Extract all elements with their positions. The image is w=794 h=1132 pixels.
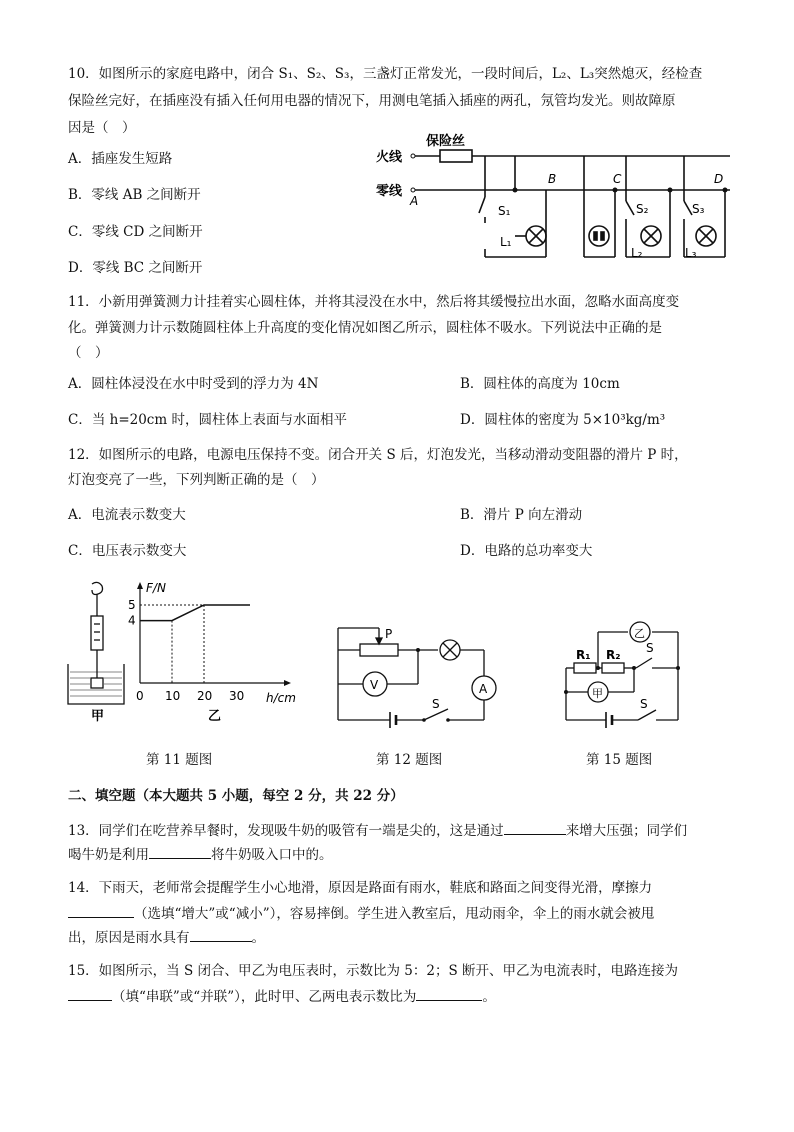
q13-text-2b: 将牛奶吸入口中的。 [211,847,333,863]
hand-icon [92,582,103,594]
q13-line2 [68,844,333,865]
q10-home-circuit-figure [370,125,740,270]
slider-p-label: P [385,627,393,641]
x-axis-label: h/cm [266,691,296,705]
switch-s1-label: S₁ [498,204,511,218]
resistor-r2 [602,663,624,673]
q11-option-a: A．圆柱体浸没在水中时受到的浮力为 4N [68,376,319,392]
q10-option-c: C．零线 CD 之间断开 [68,224,203,240]
cylinder-block [91,678,103,688]
lamp-l1-label: L₁ [500,235,512,249]
fuse-symbol [440,150,472,162]
y-tick-label-4: 4 [128,613,136,628]
x-tick-label-30: 30 [229,689,245,703]
q13-text-2a: 喝牛奶是利用 [68,847,149,863]
point-d-label: D [714,172,724,186]
spring-scale [91,616,103,650]
r1-label: R₁ [576,648,591,662]
q13-blank-1[interactable] [504,820,566,835]
fig15-circuit-figure [556,612,696,732]
switch-s2-label: S₂ [636,202,649,216]
q10-stem-line3: 因是（ ） [68,120,136,136]
fig12-caption: 第 12 题图 [376,752,443,768]
x-tick-label-0: 0 [136,689,144,703]
fig11-yi-label: 乙 [208,709,222,724]
lamp-l3-label: L₃ [685,246,697,260]
y-tick-label-5: 5 [128,598,136,612]
live-wire-label: 火线 [376,150,403,165]
q15-text-2end: 。 [482,989,496,1005]
q15-blank-2[interactable] [416,986,482,1001]
q12-option-c: C．电压表示数变大 [68,543,187,559]
switch-s-bottom-label: S [640,697,648,711]
q14-blank-1[interactable] [68,903,134,918]
point-b-label: B [548,172,557,186]
q11-stem-line3: （ ） [68,345,109,361]
neutral-wire-label: 零线 [376,184,403,199]
q15-line1: 15．如图所示，当 S 闭合、甲乙为电压表时，示数比为 5：2；S 断开、甲乙为电流表时，电路连接为 [68,963,679,979]
fig11-caption: 第 11 题图 [146,752,213,768]
fig15-caption: 第 15 题图 [586,752,653,768]
q12-stem-line1: 12．如图所示的电路，电源电压保持不变。闭合开关 S 后，灯泡发光，当移动滑动变阻器的滑片 P 时， [68,447,688,463]
resistor-r1 [574,663,596,673]
q13-line1 [68,820,687,841]
q11-option-c: C．当 h=20cm 时，圆柱体上表面与水面相平 [68,412,347,428]
q13-text-1a: 13．同学们在吃营养早餐时，发现吸牛奶的吸管有一端是尖的，这是通过 [68,823,504,839]
q15-line2 [68,986,496,1007]
q11-stem-line2: 化。弹簧测力计示数随圆柱体上升高度的变化情况如图乙所示，圆柱体不吸水。下列说法中正确的是 [68,320,662,336]
x-tick-label-20: 20 [197,689,213,703]
q14-line3 [68,927,265,948]
q15-text-2a: （填“串联”或“并联”），此时甲、乙两电表示数比为 [112,989,417,1005]
q14-blank-2[interactable] [190,927,252,942]
x-axis-arrow [284,680,291,686]
switch-s3-label: S₃ [692,202,705,216]
rheostat-symbol [360,644,398,656]
q14-text-3end: 。 [251,930,265,946]
point-c-label: C [613,172,622,186]
q14-text-3: 出，原因是雨水具有 [68,930,190,946]
q14-text-2: （选填“增大”或“减小”），容易摔倒。学生进入教室后，甩动雨伞，伞上的雨水就会被甩 [134,906,655,922]
q11-option-d: D．圆柱体的密度为 5×10³kg/m³ [460,412,666,428]
fig11-jia-label: 甲 [91,709,105,724]
switch-s-top-label: S [646,641,654,655]
ammeter-a-label: A [479,682,488,696]
q11-option-b: B．圆柱体的高度为 10cm [460,376,620,392]
q10-stem-line2: 保险丝完好，在插座没有插入任何用电器的情况下，用测电笔插入插座的两孔，氖管均发光。则故障原 [68,93,676,109]
q13-text-1b: 来增大压强；同学们 [565,823,688,839]
q14-line2 [68,903,654,924]
q10-option-d: D．零线 BC 之间断开 [68,260,203,276]
voltmeter-v-label: V [370,678,379,692]
q10-option-a: A．插座发生短路 [68,151,173,167]
q12-option-a: A．电流表示数变大 [68,507,186,523]
section2-title: 二、填空题（本大题共 5 小题，每空 2 分，共 22 分） [68,788,404,804]
r2-label: R₂ [606,648,621,662]
fig12-circuit-figure [330,612,500,732]
q10-stem-line1: 10．如图所示的家庭电路中，闭合 S₁、S₂、S₃，三盏灯正常发光，一段时间后，L₂、L₃突然熄灭，经检查 [68,66,703,82]
switch-s-label: S [432,697,440,711]
q11-stem-line1: 11．小新用弹簧测力计挂着实心圆柱体，并将其浸没在水中，然后将其缓慢拉出水面，忽略水面高度变 [68,294,680,310]
meter-yi-label: 乙 [634,627,645,640]
x-tick-label-10: 10 [165,689,181,703]
y-axis-arrow [137,582,143,589]
q15-blank-1[interactable] [68,986,112,1001]
fig11-apparatus-figure [64,580,128,724]
fig11-force-height-chart [120,580,310,724]
q12-stem-line2: 灯泡变亮了一些，下列判断正确的是（ ） [68,472,325,488]
q14-line1: 14．下雨天，老师常会提醒学生小心地滑，原因是路面有雨水，鞋底和路面之间变得光滑，摩擦力 [68,880,653,896]
q12-option-b: B．滑片 P 向左滑动 [460,507,583,523]
q12-option-d: D．电路的总功率变大 [460,543,593,559]
y-axis-label: F/N [146,581,166,595]
q10-option-b: B．零线 AB 之间断开 [68,187,201,203]
series-line [140,605,250,621]
q13-blank-2[interactable] [149,844,211,859]
point-a-label: A [410,194,419,208]
lamp-l2-label: L₂ [631,246,643,260]
meter-jia-label: 甲 [592,687,603,700]
fuse-label: 保险丝 [426,134,466,149]
